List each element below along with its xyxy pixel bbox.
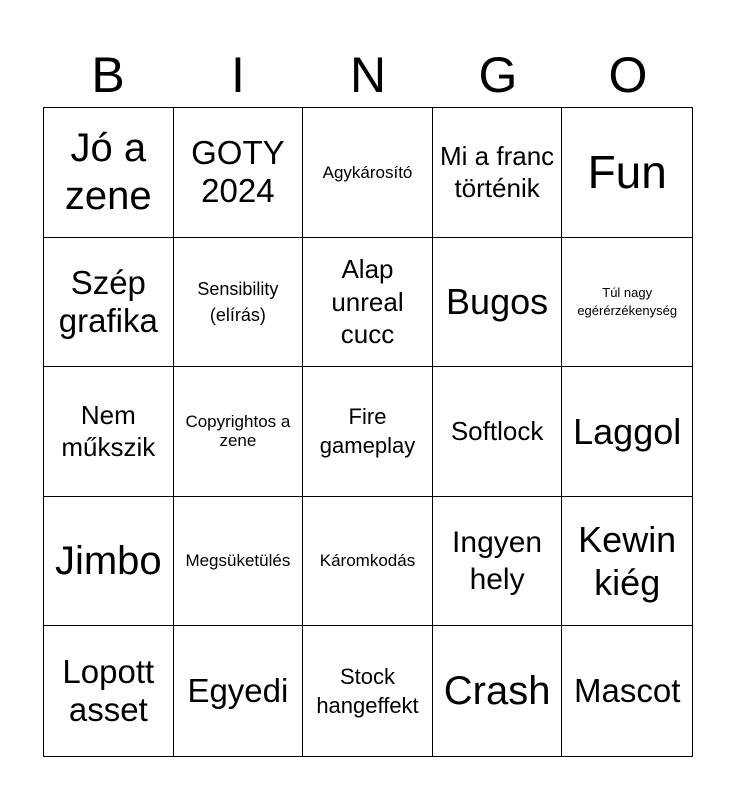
header-letter-b: B [91, 47, 125, 103]
bingo-cell[interactable] [174, 238, 304, 368]
bingo-cell-text: Crash [443, 669, 551, 714]
bingo-cell[interactable] [562, 626, 692, 756]
bingo-cell-text: Fun [587, 145, 667, 198]
bingo-cell-text: Lopott asset [62, 653, 155, 729]
bingo-cell-text: Fire gameplay [319, 403, 416, 459]
bingo-cell-text: GOTY 2024 [191, 134, 285, 210]
bingo-cell-text: Szép grafika [58, 263, 158, 339]
bingo-cell[interactable] [433, 497, 563, 627]
bingo-cell[interactable] [303, 497, 433, 627]
bingo-cell[interactable] [44, 497, 174, 627]
bingo-cell[interactable] [44, 626, 174, 756]
bingo-cell-text: Káromkodás [319, 551, 416, 571]
bingo-cell[interactable] [562, 367, 692, 497]
bingo-cell[interactable] [562, 238, 692, 368]
bingo-cell-text: Stock hangeffekt [316, 663, 419, 719]
bingo-cell-text: Laggol [573, 410, 682, 452]
bingo-cell[interactable] [174, 497, 304, 627]
bingo-board [43, 107, 693, 757]
bingo-cell-text: Túl nagy egérérzékenység [577, 284, 678, 318]
bingo-cell-text: Sensibility (elírás) [197, 278, 279, 325]
bingo-cell[interactable] [44, 238, 174, 368]
bingo-cell-text: Bugos [446, 281, 549, 323]
bingo-cell[interactable] [562, 497, 692, 627]
bingo-cell-text: Ingyen hely [452, 525, 543, 597]
bingo-cell-text: Mascot [574, 672, 681, 710]
bingo-cell[interactable] [303, 238, 433, 368]
bingo-cell[interactable] [174, 108, 304, 238]
bingo-cell-text: Copyrightos a zene [185, 411, 291, 451]
bingo-cell-text: Nem műkszik [61, 399, 156, 463]
bingo-cell[interactable] [174, 626, 304, 756]
bingo-cell[interactable] [303, 108, 433, 238]
bingo-cell-text: Kewin kiég [578, 518, 677, 604]
header-letter-i: I [231, 47, 245, 103]
bingo-cell-text: Alap unreal cucc [331, 254, 404, 350]
bingo-cell-text: Jimbo [54, 539, 162, 584]
bingo-cell-text: Agykárosító [322, 162, 413, 182]
bingo-cell-text: Jó a zene [64, 126, 152, 219]
bingo-cell[interactable] [303, 367, 433, 497]
bingo-cell-text: Megsüketülés [185, 551, 291, 571]
bingo-cell-text: Egyedi [187, 672, 289, 710]
bingo-cell[interactable] [562, 108, 692, 238]
header-letter-n: N [349, 47, 387, 103]
header-letter-o: O [608, 47, 648, 103]
bingo-cell[interactable] [433, 626, 563, 756]
bingo-cell[interactable] [433, 367, 563, 497]
bingo-header [43, 42, 693, 108]
bingo-cell[interactable] [433, 238, 563, 368]
bingo-cell[interactable] [433, 108, 563, 238]
bingo-cell[interactable] [174, 367, 304, 497]
bingo-cell[interactable] [303, 626, 433, 756]
bingo-cell[interactable] [44, 108, 174, 238]
bingo-cell[interactable] [44, 367, 174, 497]
bingo-cell-text: Softlock [450, 416, 544, 447]
bingo-cell-text: Mi a franc történik [440, 140, 555, 204]
header-letter-g: G [478, 47, 518, 103]
